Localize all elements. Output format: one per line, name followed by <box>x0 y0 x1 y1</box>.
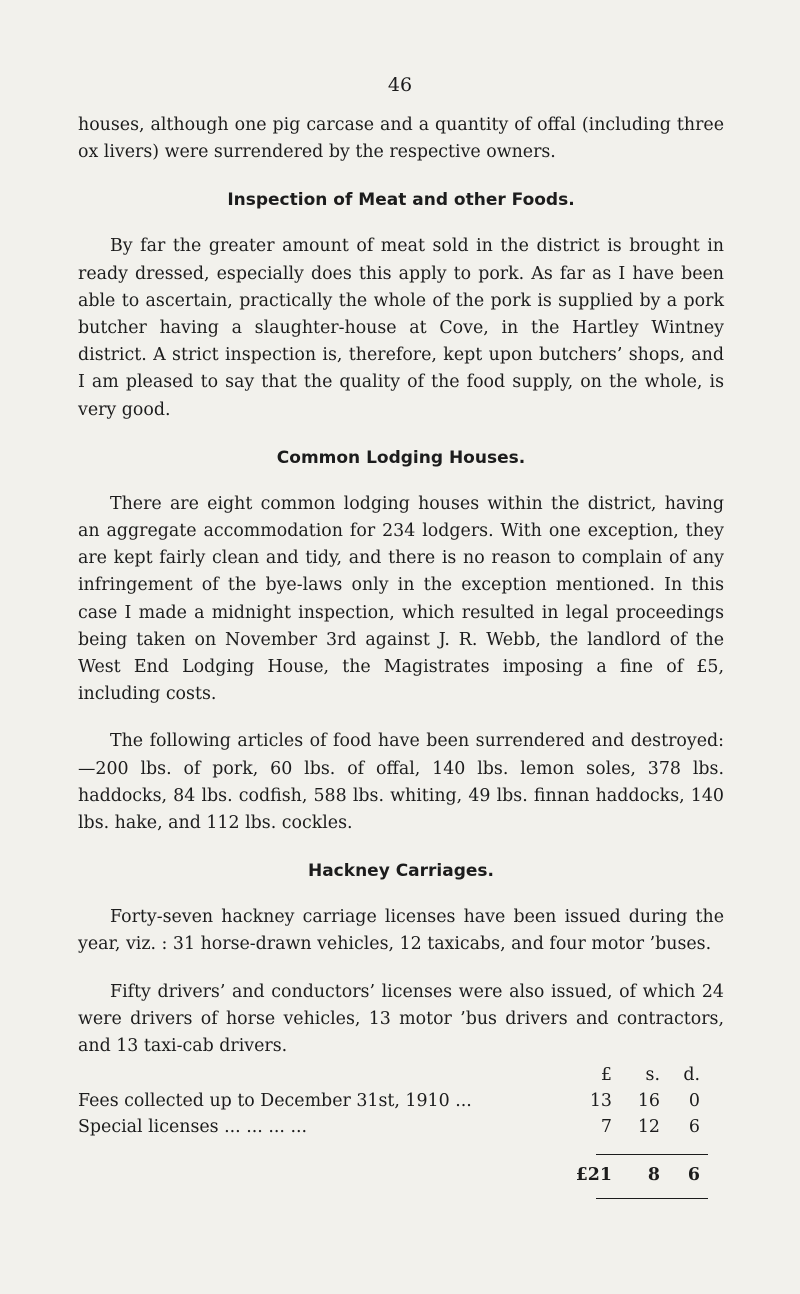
fees-total-row <box>78 1162 724 1189</box>
page-body <box>78 112 724 1252</box>
header-pounds: £ <box>600 1065 612 1086</box>
food-surrendered-paragraph: The following articles of food have been surrendered and destroyed:—200 lbs. of pork, 60 lbs. of offal, 140 lbs. lemon soles, 378 lbs. haddocks, 84 lbs. codfish, 588 lbs. whiting, 49 lbs. finnan haddocks, 140 lbs. hake, and 112 lbs. cockles. <box>78 731 724 834</box>
total-pence: 6 <box>687 1165 700 1186</box>
fees-row-label: Special licenses ... ... ... ... <box>78 1117 308 1138</box>
total-pounds: £21 <box>575 1165 612 1186</box>
hackney-paragraph-1: Forty-seven hackney carriage licenses have been issued during the year, viz. : 31 horse-drawn vehicles, 12 taxicabs, and four motor ’buses. <box>78 907 724 955</box>
header-pence: d. <box>683 1065 700 1086</box>
fees-row-pounds: 7 <box>600 1117 612 1138</box>
page-number: 46 <box>387 74 413 96</box>
intro-paragraph: houses, although one pig carcase and a quantity of offal (including three ox livers) were surrendered by the respective owners. <box>78 115 724 163</box>
fees-row-pence: 6 <box>688 1117 700 1138</box>
fees-row-shillings: 12 <box>637 1117 660 1138</box>
fees-row-shillings: 16 <box>637 1091 660 1112</box>
header-shillings: s. <box>645 1065 660 1086</box>
fees-row <box>78 1088 724 1115</box>
fees-header-row <box>78 1062 724 1089</box>
meat-paragraph: By far the greater amount of meat sold in the district is brought in ready dressed, especially does this apply to pork. As far as I have been able to ascertain, practically the whole of the pork is supplied by a pork butcher having a slaughter-house at Cove, in the Hartley Wintney district. A strict inspection is, therefore, kept upon butchers’ shops, and I am pleased to say that the quality of the food supply, on the whole, is very good. <box>78 236 724 420</box>
fees-table <box>78 1062 724 1252</box>
hackney-paragraph-2: Fifty drivers’ and conductors’ licenses were also issued, of which 24 were drivers of horse vehicles, 13 motor ’bus drivers and contractors, and 13 taxi-cab drivers. <box>78 981 724 1057</box>
heading-hackney-carriages: Hackney Carriages. <box>307 861 494 882</box>
heading-lodging-houses: Common Lodging Houses. <box>276 447 526 468</box>
fees-row-label: Fees collected up to December 31st, 1910 ... <box>78 1091 472 1112</box>
total-rule-top <box>596 1154 708 1155</box>
fees-row-pence: 0 <box>688 1091 700 1112</box>
heading-meat-inspection: Inspection of Meat and other Foods. <box>227 190 575 211</box>
fees-row <box>78 1114 724 1141</box>
total-rule-bottom <box>596 1198 708 1199</box>
fees-row-pounds: 13 <box>589 1091 612 1112</box>
total-shillings: 8 <box>647 1165 660 1186</box>
lodging-paragraph: There are eight common lodging houses within the district, having an aggregate accommodation for 234 lodgers. With one exception, they are kept fairly clean and tidy, and there is no reason to complain of any infringement of the bye-laws only in the exception mentioned. In this case I made a midnight inspection, which resulted in legal proceedings being taken on November 3rd against J. R. Webb, the landlord of the West End Lodging House, the Magistrates imposing a fine of £5, including costs. <box>78 493 724 705</box>
